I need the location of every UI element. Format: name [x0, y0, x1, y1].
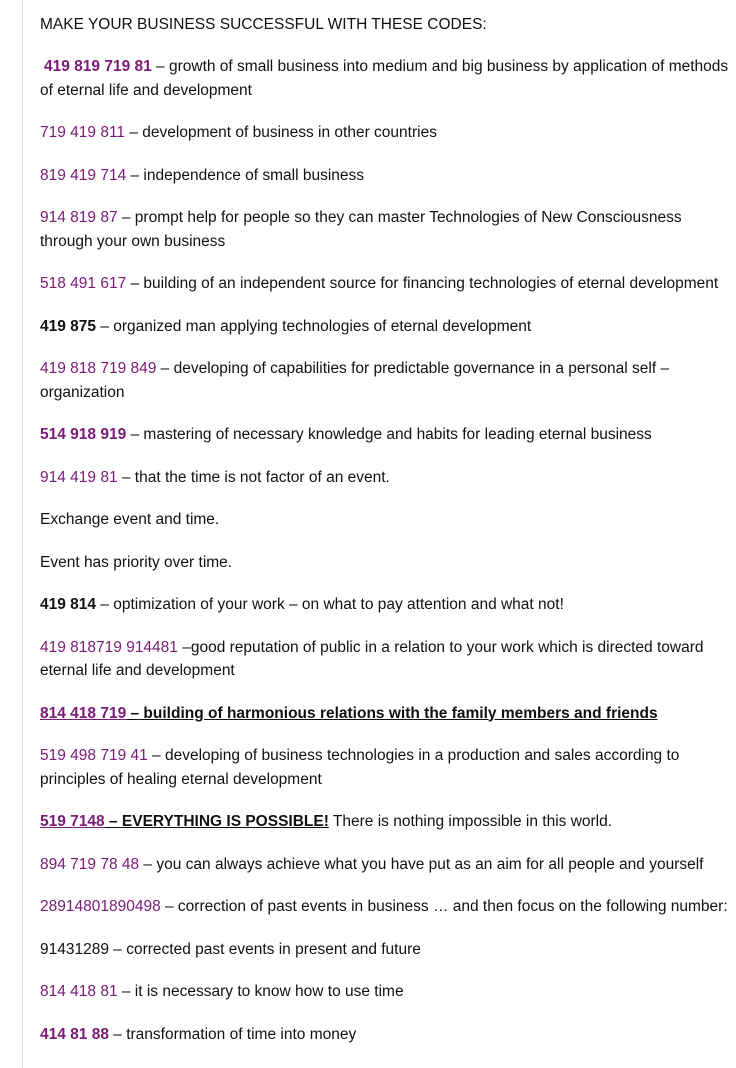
code-description: There is nothing impossible in this world.	[328, 813, 613, 830]
code-entry	[40, 206, 730, 253]
code-number: 519 498 719 41	[40, 747, 148, 764]
code-entry	[40, 164, 730, 188]
code-entry	[40, 938, 730, 962]
plain-line: Exchange event and time.	[40, 511, 220, 528]
code-number: 814 418 81	[40, 983, 118, 1000]
code-entry	[40, 702, 730, 726]
code-number: 419 819 719 81	[44, 58, 152, 75]
code-description: – mastering of necessary knowledge and habits for leading eternal business	[126, 426, 652, 443]
code-number: 414 81 88	[40, 1025, 109, 1043]
code-entry	[40, 1023, 730, 1047]
code-entry	[40, 895, 730, 919]
code-entry	[40, 593, 730, 617]
code-description: – transformation of time into money	[108, 1025, 357, 1043]
code-entry	[40, 466, 730, 490]
code-number: 518 491 617	[40, 275, 127, 292]
code-number: 894 719 78 48	[40, 855, 140, 873]
code-number: 914 819 87	[40, 209, 118, 226]
code-entry	[40, 423, 730, 447]
code-number: 91431289	[40, 940, 109, 958]
code-entry	[40, 744, 730, 791]
code-description: – development of business in other countries	[125, 124, 437, 141]
code-description: – correction of past events in business … and then focus on the following number:	[160, 898, 728, 915]
code-entry	[40, 55, 730, 102]
code-description: –good reputation of public in a relation to your work which is directed toward eternal life and development	[40, 638, 704, 679]
code-description: – growth of small business into medium and big business by application of methods of eternal life and development	[40, 58, 729, 99]
code-number: 819 419 714	[40, 166, 127, 184]
code-description: – building of an independent source for financing technologies of eternal development	[126, 275, 719, 292]
code-number: 419 818 719 849	[40, 360, 157, 377]
code-description: – independence of small business	[126, 166, 365, 184]
code-number: 814 418 719	[40, 704, 127, 722]
code-description: – prompt help for people so they can master Technologies of New Consciousness through your own business	[40, 209, 682, 250]
code-number: 28914801890498	[40, 898, 161, 915]
left-margin-rule	[22, 0, 23, 1068]
code-entry	[40, 980, 730, 1004]
code-entry	[40, 636, 730, 683]
page-heading: MAKE YOUR BUSINESS SUCCESSFUL WITH THESE CODES:	[40, 16, 487, 33]
code-number: 514 918 919	[40, 426, 127, 443]
code-description: – that the time is not factor of an event.	[117, 468, 390, 486]
code-entry	[40, 810, 730, 834]
code-entry	[40, 121, 730, 145]
code-entry	[40, 272, 730, 296]
code-description: – building of harmonious relations with the family members and friends	[126, 704, 658, 722]
code-description: – it is necessary to know how to use time	[117, 983, 404, 1000]
code-description: – corrected past events in present and future	[108, 940, 421, 958]
plain-line: Event has priority over time.	[40, 553, 233, 571]
document-body	[40, 13, 730, 1046]
code-entry	[40, 357, 730, 404]
code-description: – you can always achieve what you have put as an aim for all people and yourself	[139, 855, 704, 873]
code-number: 519 7148	[40, 813, 105, 830]
code-emphasis: – EVERYTHING IS POSSIBLE!	[104, 813, 329, 830]
code-description: – organized man applying technologies of eternal development	[96, 317, 532, 335]
code-number: 419 875	[40, 317, 97, 335]
code-number: 419 814	[40, 596, 97, 613]
code-description: – developing of business technologies in a production and sales according to principles of healing eternal development	[40, 747, 680, 788]
code-number: 719 419 811	[40, 124, 126, 141]
code-entry	[40, 853, 730, 877]
code-entry	[40, 315, 730, 339]
code-description: – optimization of your work – on what to pay attention and what not!	[96, 596, 564, 613]
code-description: – developing of capabilities for predictable governance in a personal self – organization	[40, 360, 670, 401]
code-number: 914 419 81	[40, 468, 118, 486]
code-number: 419 818719 914481	[40, 638, 178, 656]
